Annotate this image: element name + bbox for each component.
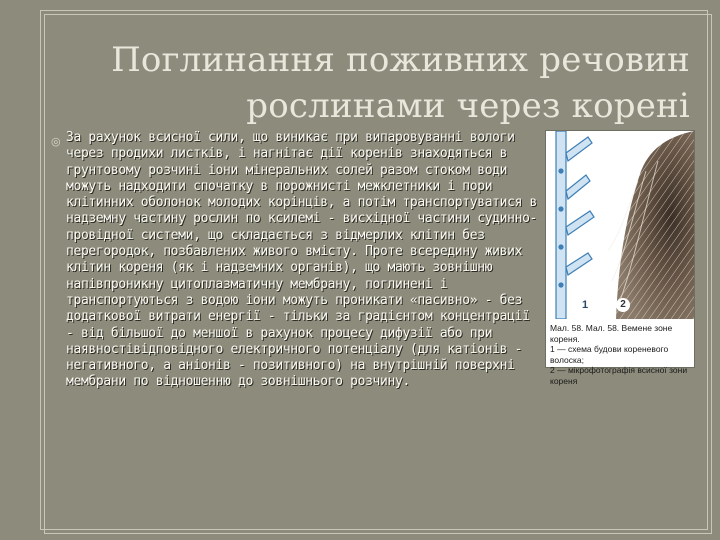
- title-line-2: рослинами через корені: [246, 85, 690, 126]
- root-zone-figure: [545, 130, 695, 386]
- root-illustration: [546, 131, 694, 319]
- root-hairs-photo: [604, 131, 694, 319]
- slide-title: [60, 37, 690, 129]
- figure-label-2: 2: [616, 298, 630, 312]
- root-hair-schematic: [556, 131, 594, 319]
- figure-caption: Мал. 58. Мал. 58. Вемене зоне кореня. 1 — схема будови кореневого волоска; 2 — мікрофотографія всисної зони кореня: [550, 323, 688, 386]
- bullet-icon: ◎: [51, 135, 61, 148]
- title-line-1: Поглинання поживних речовин: [111, 39, 690, 80]
- figure-caption-area: [546, 319, 694, 386]
- figure-label-1: 1: [582, 299, 589, 311]
- body-text: За рахунок всисної сили, що виникає при випаровуванні вологи через продихи листків, і нагнітає дії коренів знаходяться в грунтовому розчині іони мінеральних солей разом стоком води можуть надходити спочатку в порожнисті межклетники і пори клітинних оболонок молодих корінців, а потім транспортуватися в надземну частину рослин по ксилемі - висхідної частини судинно-провідної системи, що складається з відмерлих клітин без перегородок, позбавлених живого вмісту. Проте всередину живих клітин кореня (як і надземних органів), що мають зовнішню напівпроникну цитоплазматичну мембрану, поглинені і транспортуються з водою іони можуть проникати «пасивно» - без додаткової витрати енергії - тільки за градієнтом концентрації - від більшої до меншої в рахунок процесу дифузії або при наявностівідповідного електричного потенціалу (для катіонів - негативного, а аніонів - позитивного) на внутрішній поверхні мембрани по відношенню до зовнішнього розчину.: [66, 130, 538, 390]
